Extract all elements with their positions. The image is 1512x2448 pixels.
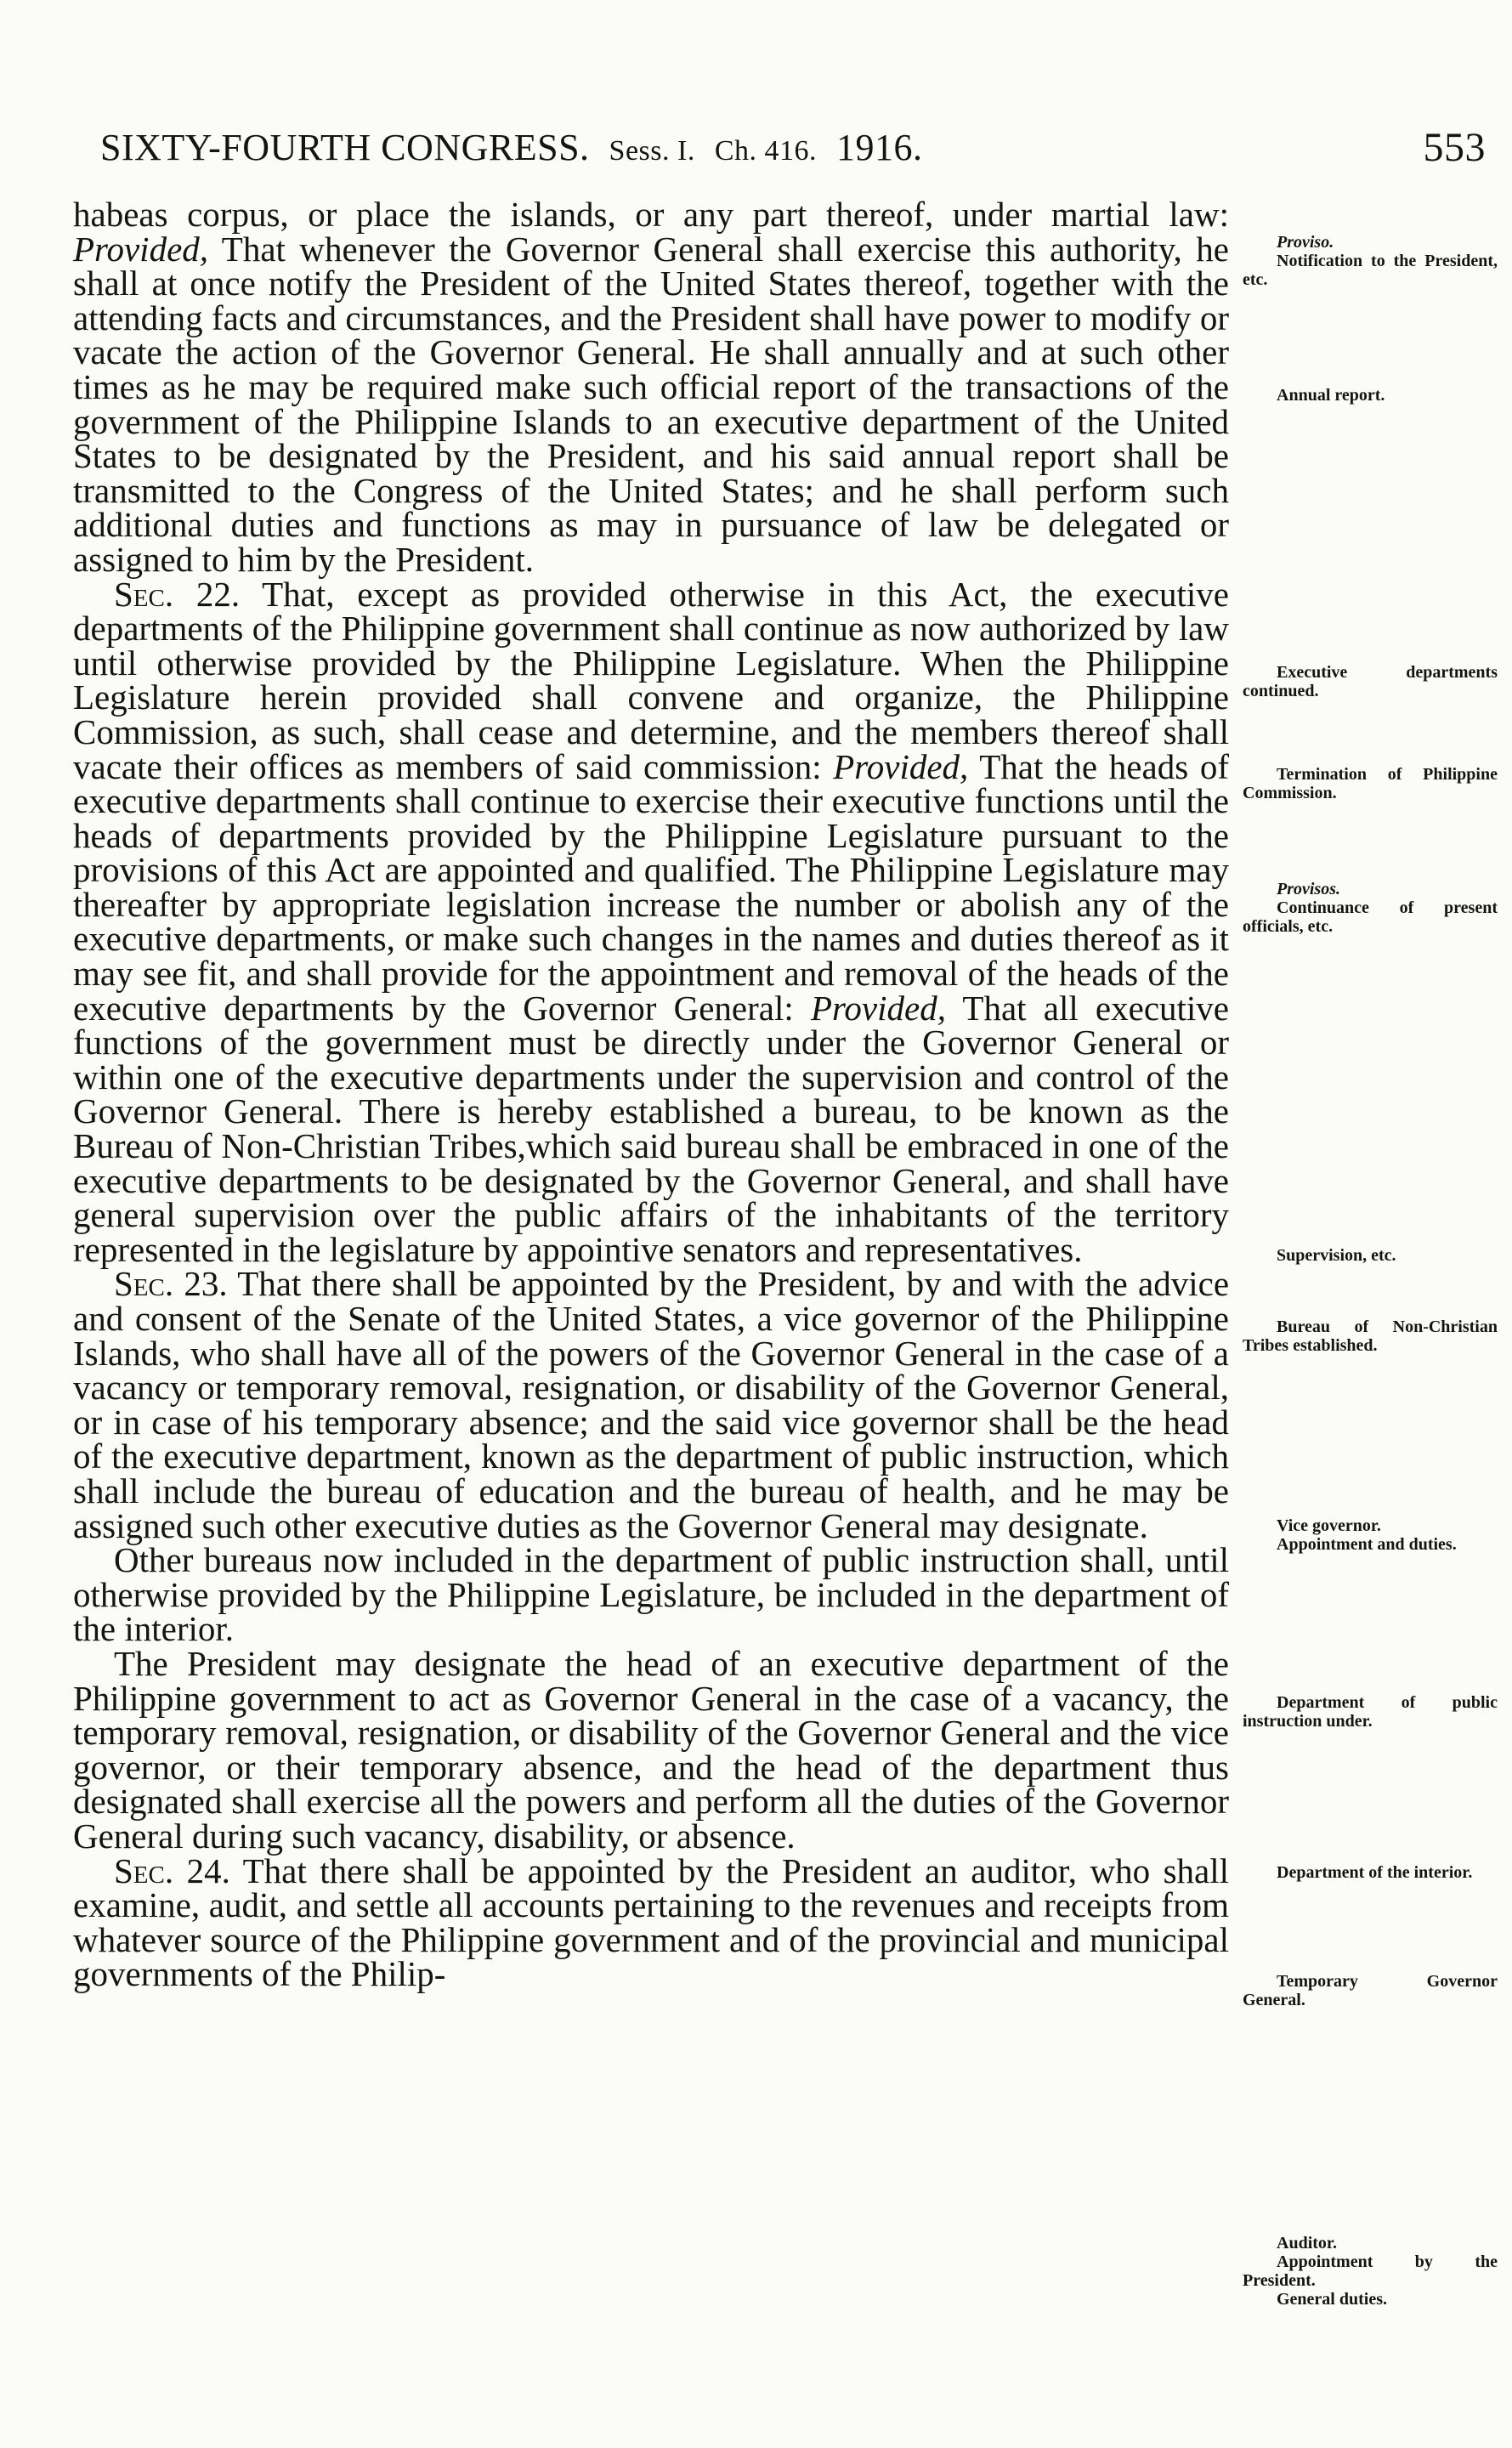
running-header (100, 126, 1486, 177)
note-executive-departments (1243, 663, 1498, 700)
paragraph-other-bureaus: Other bureaus now included in the department of public instruction shall, until otherwise provided by the Philippine Legislature, be included in the department of the interior. (73, 1540, 1229, 1649)
paragraph-sec-23 (73, 1266, 1229, 1543)
note-temporary-governor (1243, 1972, 1498, 2009)
page-number: 553 (1423, 125, 1486, 170)
note-6-text: Supervision, etc. (1277, 1246, 1396, 1265)
note-vice-governor (1243, 1516, 1498, 1554)
paragraph-sec-24 (73, 1850, 1230, 1994)
p1-text-a: habeas corpus, or place the islands, or any part thereof, under martial law: (73, 195, 1229, 234)
note-12-text-a: Appointment by the President. (1243, 2252, 1498, 2290)
p2-text-a: That, except as provided otherwise in this Act, the executive departments of the Philippine government shall continue as now authorized by law until otherwise provided by the Philippine Legislature. When the Philippine Legislature herein provided shall convene and organize, the Philippine Commission, as such, shall cease and determine, and the members thereof shall vacate their offices as members of said commission: (73, 574, 1229, 786)
header-left (100, 126, 923, 169)
p1-text-b: That whenever the Governor General shall exercise this authority, he shall at once notify the President of the United States thereof, together with the attending facts and circumstances, and the President shall have power to modify or vacate the action of the Governor General. He shall annually and at such other times as he may be required make such official report of the transactions of the government of the Philippine Islands to an executive department of the United States to be designated by the President, and his said annual report shall be transmitted to the Congress of the United States; and he shall perform such additional duties and functions as may in pursuance of law be delegated or assigned to him by the President. (73, 229, 1229, 579)
paragraph-president-designate: The President may designate the head of an executive department of the Philippine government to act as Governor General in the case of a vacancy, the temporary removal, resignation, or disability of the Governor General and the vice governor, or their temporary absence, and the head of the department thus designated shall exercise all the powers and perform all the duties of the Governor General during such vacancy, disability, or absence. (73, 1643, 1229, 1856)
note-1-text: Notification to the President, etc. (1243, 252, 1498, 289)
year-label: 1916. (836, 127, 923, 168)
note-public-instruction (1243, 1693, 1498, 1731)
paragraph-1 (73, 197, 1229, 577)
note-department-interior (1243, 1863, 1498, 1882)
note-auditor (1243, 2234, 1498, 2309)
note-5-caption: Provisos. (1277, 880, 1340, 898)
p2-text-c: That all executive functions of the government must be directly under the Governor General or within one of the executive departments under the supervision and control of the Governor General. There is hereby established a bureau, to be known as the Bureau of Non-Christian Tribes,which said bureau shall be embraced in one of the executive departments to be designated by the Governor General, and shall have general supervision over the public affairs of the inhabitants of the territory represented in the legislature by appointive senators and representatives. (73, 988, 1229, 1269)
p1-proviso: Provided, (73, 229, 209, 269)
note-proviso-notification (1243, 233, 1498, 289)
paragraph-sec-22 (73, 574, 1229, 1269)
running-head: SIXTY-FOURTH CONGRESS. (100, 127, 590, 168)
note-11-text: Temporary Governor General. (1243, 1972, 1498, 2009)
note-3-text: Executive departments continued. (1243, 663, 1498, 700)
p2-proviso-1: Provided, (833, 746, 969, 786)
note-annual-report (1243, 386, 1498, 405)
p2-text-b: That the heads of executive departments shall continue to exercise their executive functions until the heads of departments provided by the Philippine Legislature pursuant to the provisions of this Act are appointed and qualified. The Philippine Legislature may thereafter by appropriate legislation increase the number or abolish any of the executive departments, or make such changes in the names and duties thereof as it may see fit, and shall provide for the appointment and removal of the heads of the executive departments by the Governor General: (73, 746, 1229, 1028)
sec-22-label: Sec. 22. (114, 574, 241, 614)
note-9-text: Department of public instruction under. (1243, 1693, 1498, 1731)
note-12-text-b: General duties. (1277, 2290, 1387, 2309)
note-1-caption: Proviso. (1277, 233, 1334, 252)
note-10-text: Department of the interior. (1277, 1863, 1473, 1882)
note-supervision (1243, 1246, 1498, 1265)
note-provisos-continuance (1243, 880, 1498, 936)
p2-proviso-2: Provided, (810, 988, 946, 1028)
note-5-text: Continuance of present officials, etc. (1243, 898, 1498, 936)
chapter-label: Ch. 416. (714, 135, 818, 167)
note-bureau-non-christian (1243, 1318, 1498, 1355)
note-8-text: Appointment and duties. (1277, 1535, 1457, 1554)
statute-text (73, 197, 1229, 1992)
session-label: Sess. I. (609, 135, 695, 167)
p3-text: That there shall be appointed by the President, by and with the advice and consent of the Senate of the United States, a vice governor of the Philippine Islands, who shall have all of the powers of the Governor General in the case of a vacancy or temporary removal, resignation, or disability of the Governor General, or in case of his temporary absence; and the said vice governor shall be the head of the executive department, known as the department of public instruction, which shall include the bureau of education and the bureau of health, and he may be assigned such other executive duties as the Governor General may designate. (73, 1264, 1230, 1545)
note-8-caption: Vice governor. (1277, 1516, 1381, 1535)
note-7-text: Bureau of Non-Christian Tribes established. (1243, 1318, 1498, 1355)
note-2-text: Annual report. (1277, 386, 1385, 405)
note-12-caption: Auditor. (1277, 2234, 1337, 2252)
p6-text: That there shall be appointed by the President an auditor, who shall examine, audit, and settle all accounts pertaining to the revenues and receipts from whatever source of the Philippine government and of the provincial and municipal governments of the Philip- (73, 1850, 1230, 1994)
sec-24-label: Sec. 24. (114, 1850, 230, 1890)
sec-23-label: Sec. 23. (114, 1264, 228, 1304)
note-4-text: Termination of Philippine Commission. (1243, 765, 1498, 802)
note-termination-commission (1243, 765, 1498, 802)
